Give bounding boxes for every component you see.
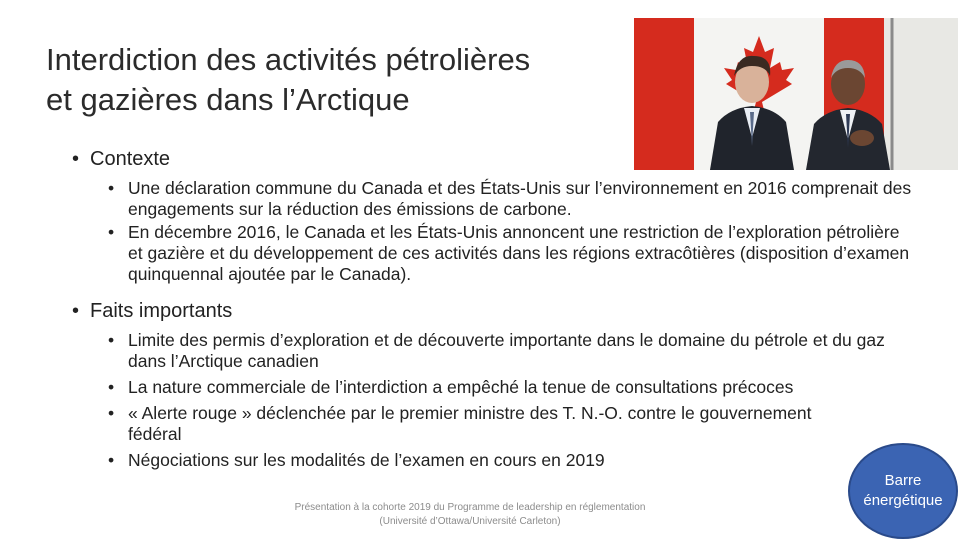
bullet-text: En décembre 2016, le Canada et les États-Unis annoncent une restriction de l’exploration pétrolière et gazière et du développement de ces activités dans les régions extracôtières (disposition d’examen quinquennal ajoutée par le Canada). bbox=[128, 222, 910, 284]
energy-bar-badge bbox=[848, 443, 958, 539]
bullet-text: Négociations sur les modalités de l’examen en cours en 2019 bbox=[128, 450, 605, 470]
bullet-text: Une déclaration commune du Canada et des États-Unis sur l’environnement en 2016 comprenait des engagements sur la réduction des émissions de carbone. bbox=[128, 178, 912, 219]
bullet-faits-2 bbox=[72, 377, 922, 398]
bullet-text: Limite des permis d’exploration et de découverte importante dans le domaine du pétrole et du gaz dans l’Arctique canadien bbox=[128, 330, 885, 371]
slide-title bbox=[46, 40, 646, 120]
bullet-faits-1 bbox=[72, 330, 888, 372]
slide-title-line-2: et gazières dans l’Arctique bbox=[46, 82, 410, 117]
bullet-contexte-2 bbox=[72, 222, 912, 285]
slide-title-line-1: Interdiction des activités pétrolières bbox=[46, 42, 531, 77]
section-contexte bbox=[72, 146, 912, 285]
slide-footer bbox=[260, 501, 680, 529]
bullet-dot: • bbox=[108, 450, 115, 470]
bullet-dot: • bbox=[108, 403, 115, 423]
badge-line-1: Barre bbox=[884, 472, 922, 489]
bullet-dot: • bbox=[108, 222, 115, 242]
bullet-text: « Alerte rouge » déclenchée par le premier ministre des T. N.-O. contre le gouvernement fédéral bbox=[128, 403, 812, 444]
footer-line-1: Présentation à la cohorte 2019 du Programme de leadership en réglementation bbox=[294, 502, 646, 513]
badge-line-2: énergétique bbox=[863, 492, 943, 509]
bullet-text: La nature commerciale de l’interdiction a empêché la tenue de consultations précoces bbox=[128, 377, 794, 397]
section-heading-contexte: • Contexte bbox=[72, 146, 912, 172]
footer-line-2: (Université d’Ottawa/Université Carleton) bbox=[379, 516, 561, 527]
section-faits-importants bbox=[72, 298, 922, 471]
bullet-faits-3 bbox=[72, 403, 848, 445]
bullet-dot: • bbox=[108, 330, 115, 350]
bullet-dot: • bbox=[108, 377, 115, 397]
section-heading-faits-importants: • Faits importants bbox=[72, 298, 922, 324]
bullet-contexte-1 bbox=[72, 178, 912, 220]
bullet-faits-4 bbox=[72, 450, 922, 471]
bullet-dot: • bbox=[108, 178, 115, 198]
